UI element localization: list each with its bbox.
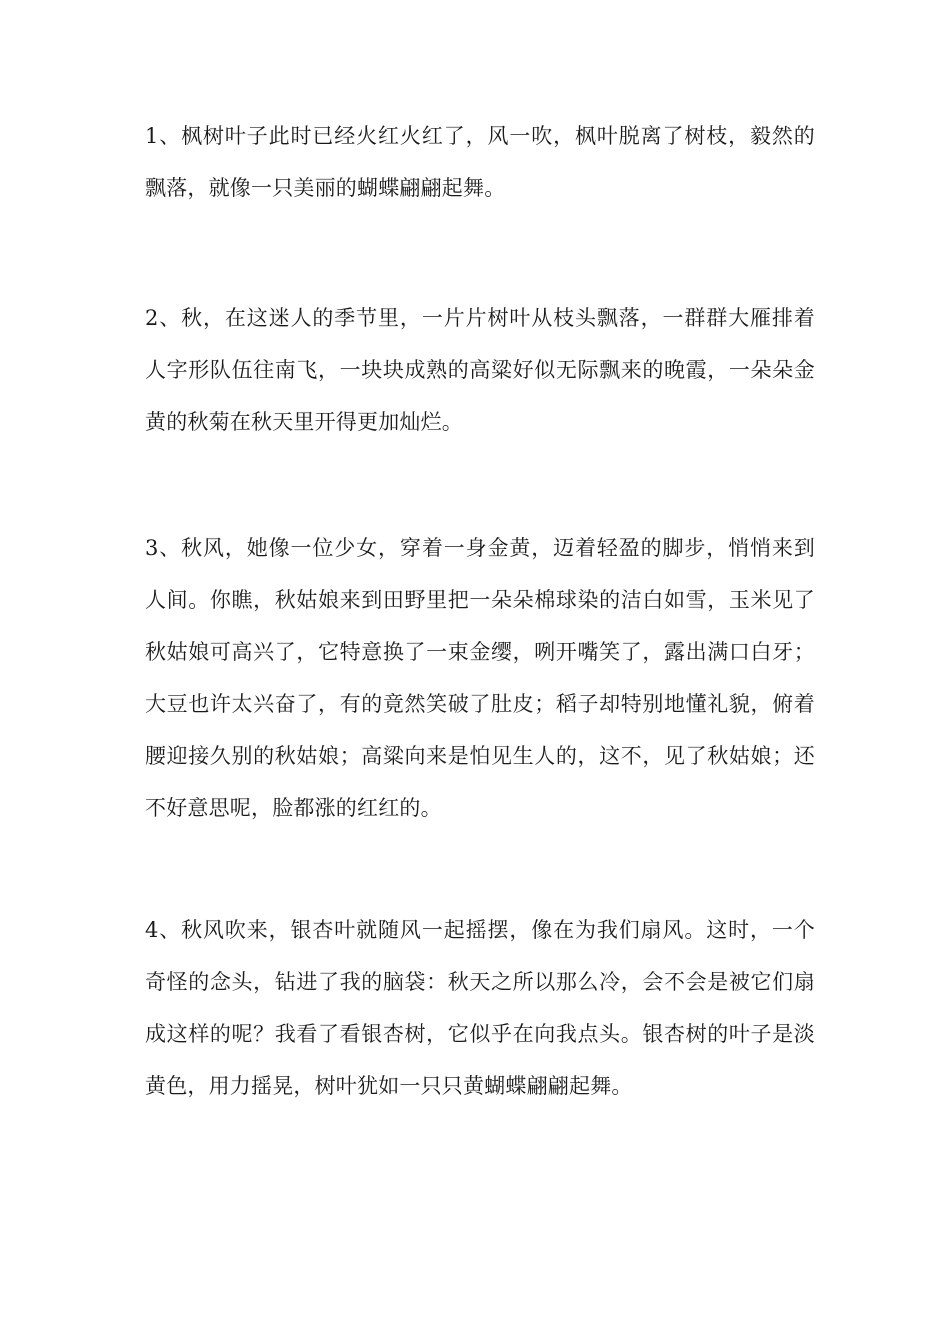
paragraph-2: 2、秋，在这迷人的季节里，一片片树叶从枝头飘落，一群群大雁排着人字形队伍往南飞，一块块成熟的高粱好似无际飘来的晚霞，一朵朵金黄的秋菊在秋天里开得更加灿烂。: [145, 306, 815, 434]
paragraph-1: 1、枫树叶子此时已经火红火红了，风一吹，枫叶脱离了树枝，毅然的飘落，就像一只美丽的蝴蝶翩翩起舞。: [145, 124, 815, 200]
paragraph-4: 4、秋风吹来，银杏叶就随风一起摇摆，像在为我们扇风。这时，一个奇怪的念头，钻进了我的脑袋：秋天之所以那么冷，会不会是被它们扇成这样的呢？我看了看银杏树，它似乎在向我点头。银杏树的叶子是淡黄色，用力摇晃，树叶犹如一只只黄蝴蝶翩翩起舞。: [145, 918, 815, 1098]
paragraph-3: 3、秋风，她像一位少女，穿着一身金黄，迈着轻盈的脚步，悄悄来到人间。你瞧，秋姑娘来到田野里把一朵朵棉球染的洁白如雪，玉米见了秋姑娘可高兴了，它特意换了一束金缨，咧开嘴笑了，露出满口白牙；大豆也许太兴奋了，有的竟然笑破了肚皮；稻子却特别地懂礼貌，俯着腰迎接久别的秋姑娘；高粱向来是怕见生人的，这不，见了秋姑娘；还不好意思呢，脸都涨的红红的。: [145, 536, 815, 820]
